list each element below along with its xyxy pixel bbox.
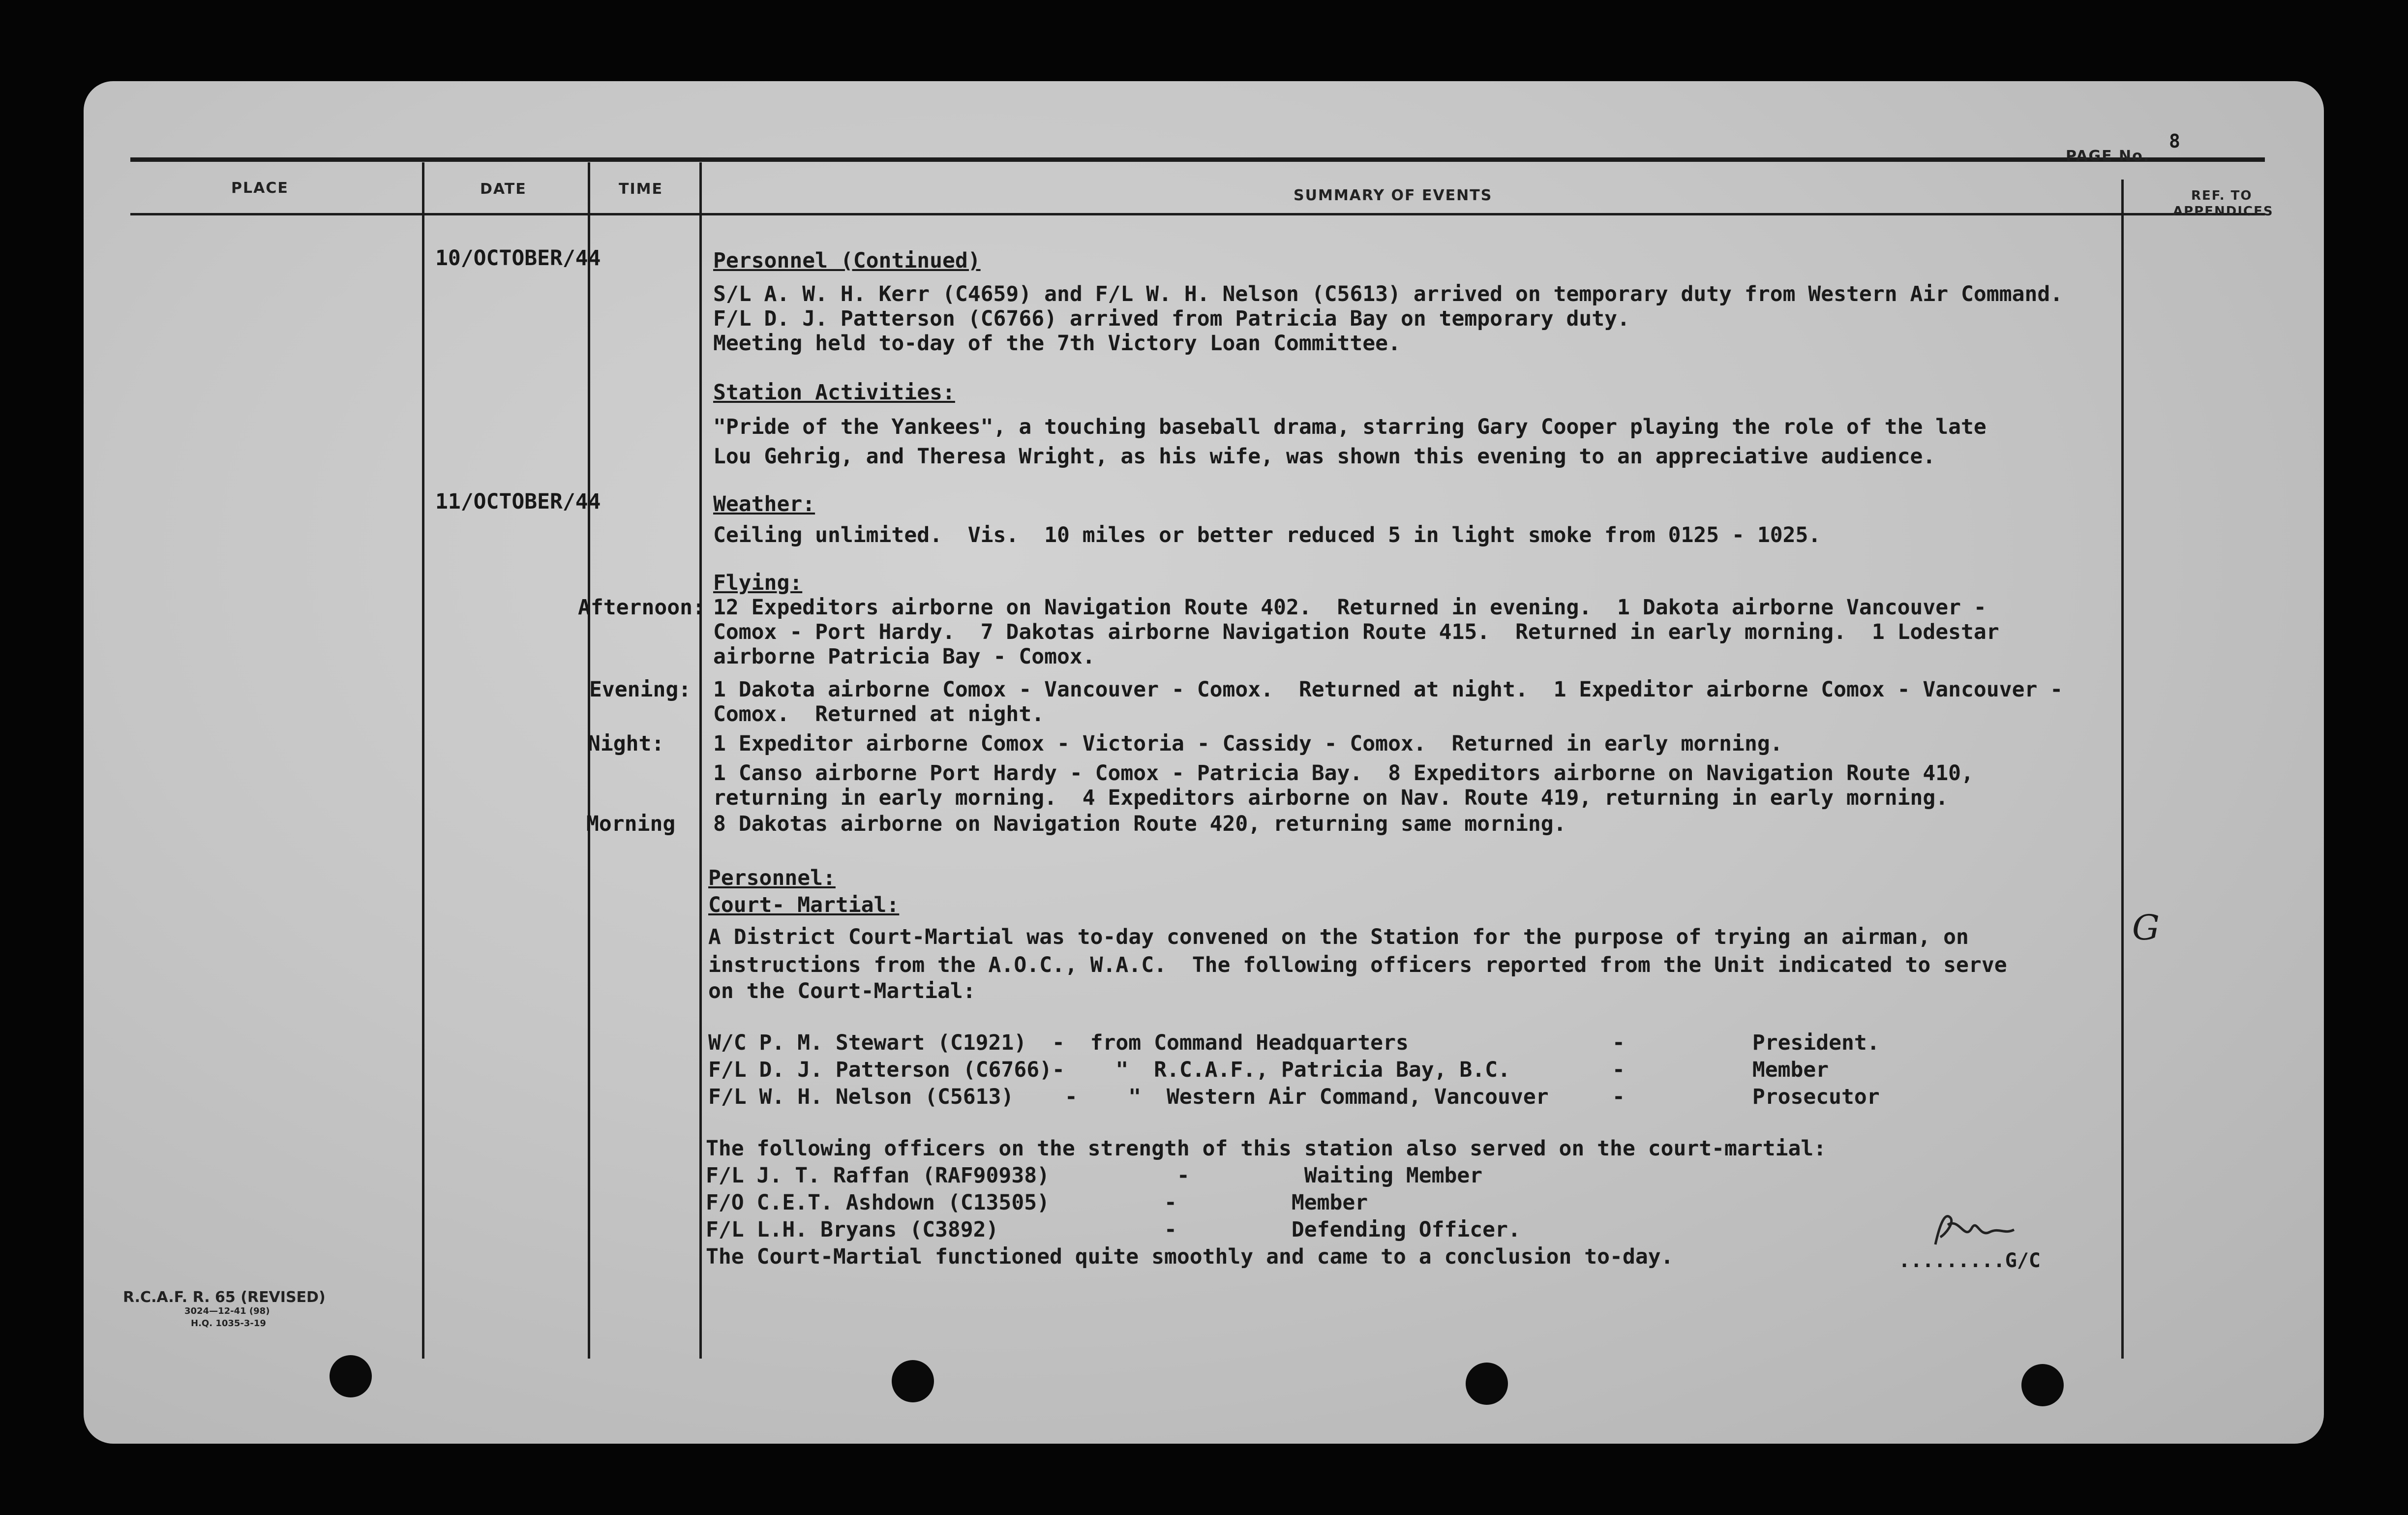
summary-line: airborne Patricia Bay - Comox. — [713, 644, 1095, 669]
col-header-place: PLACE — [231, 180, 289, 197]
section-heading: Station Activities: — [713, 380, 955, 405]
summary-line: on the Court-Martial: — [708, 979, 976, 1003]
summary-line: returning in early morning. 4 Expeditors airborne on Nav. Route 419, returning in early morning. — [713, 786, 1949, 810]
header-bottom-rule — [130, 213, 2265, 215]
summary-line: "Pride of the Yankees", a touching baseball drama, starring Gary Cooper playing the role of the late — [713, 415, 1987, 439]
summary-line: 1 Expeditor airborne Comox - Victoria - Cassidy - Comox. Returned in early morning. — [713, 731, 1783, 756]
section-heading: Personnel: — [708, 866, 836, 890]
margin-handwritten-mark: G — [2132, 908, 2160, 948]
summary-line: The following officers on the strength of this station also served on the court-martial: — [706, 1136, 1827, 1161]
section-heading: Court- Martial: — [708, 893, 900, 917]
col-header-time: TIME — [619, 181, 663, 198]
time-entry: Morning — [586, 812, 676, 836]
summary-line: Ceiling unlimited. Vis. 10 miles or better reduced 5 in light smoke from 0125 - 1025. — [713, 523, 1821, 547]
signature-line: .........G/C — [1898, 1249, 2041, 1272]
col-header-ref: REF. TO — [2191, 188, 2253, 203]
summary-line: instructions from the A.O.C., W.A.C. The following officers reported from the Unit indicated to serve — [708, 953, 2007, 977]
form-hq-code: H.Q. 1035-3-19 — [191, 1318, 266, 1329]
officer-row: F/L J. T. Raffan (RAF90938) - Waiting Member — [706, 1163, 1483, 1188]
punch-hole — [2021, 1364, 2064, 1406]
col-rule-place — [422, 162, 424, 1359]
punch-hole — [892, 1360, 934, 1402]
summary-line: S/L A. W. H. Kerr (C4659) and F/L W. H. Nelson (C5613) arrived on temporary duty from Western Air Command. — [713, 282, 2063, 306]
diary-form-card — [84, 81, 2324, 1444]
summary-line: Meeting held to-day of the 7th Victory Loan Committee. — [713, 331, 1401, 356]
date-entry: 11/OCTOBER/44 — [435, 489, 601, 514]
page-no-value: 8 — [2169, 130, 2180, 152]
section-heading: Personnel (Continued) — [713, 248, 981, 273]
officer-row: W/C P. M. Stewart (C1921) - from Command Headquarters - President. — [708, 1030, 1880, 1055]
summary-line: F/L D. J. Patterson (C6766) arrived from Patricia Bay on temporary duty. — [713, 306, 1630, 331]
officer-row: F/O C.E.T. Ashdown (C13505) - Member — [706, 1190, 1368, 1215]
time-entry: Evening: — [589, 677, 692, 702]
page-no-label: PAGE No. — [2066, 148, 2150, 165]
officer-row: F/L W. H. Nelson (C5613) - " Western Air Command, Vancouver - Prosecutor — [708, 1085, 1880, 1109]
top-rule — [130, 157, 2265, 162]
summary-line: Comox. Returned at night. — [713, 702, 1045, 727]
form-print-code: 3024—12-41 (98) — [184, 1306, 270, 1316]
officer-row: F/L D. J. Patterson (C6766)- " R.C.A.F., Patricia Bay, B.C. - Member — [708, 1058, 1829, 1082]
col-header-appendices: APPENDICES — [2173, 204, 2274, 219]
summary-line: The Court-Martial functioned quite smoothly and came to a conclusion to-day. — [706, 1244, 1674, 1269]
page-no-underline — [2174, 157, 2262, 159]
time-entry: Night: — [588, 731, 664, 756]
col-rule-date — [588, 162, 590, 1359]
summary-line: 1 Canso airborne Port Hardy - Comox - Patricia Bay. 8 Expeditors airborne on Navigation Route 410, — [713, 761, 1974, 786]
summary-line: A District Court-Martial was to-day convened on the Station for the purpose of trying an airman, on — [708, 925, 1969, 949]
handwritten-initials-icon — [1930, 1208, 2019, 1252]
col-header-summary: SUMMARY OF EVENTS — [1294, 187, 1493, 204]
col-rule-time — [699, 162, 702, 1359]
summary-line: 1 Dakota airborne Comox - Vancouver - Comox. Returned at night. 1 Expeditor airborne Comox - Vancouver - — [713, 677, 2063, 702]
summary-line: 8 Dakotas airborne on Navigation Route 420, returning same morning. — [713, 812, 1566, 836]
summary-line: 12 Expeditors airborne on Navigation Route 402. Returned in evening. 1 Dakota airborne Vancouver - — [713, 595, 1987, 620]
date-entry: 10/OCTOBER/44 — [435, 246, 601, 271]
section-heading: Flying: — [713, 571, 803, 595]
form-id: R.C.A.F. R. 65 (REVISED) — [123, 1289, 326, 1306]
summary-line: Comox - Port Hardy. 7 Dakotas airborne Navigation Route 415. Returned in early morning. 1 Lodestar — [713, 620, 1999, 644]
punch-hole — [1466, 1363, 1508, 1405]
punch-hole — [330, 1355, 372, 1397]
section-heading: Weather: — [713, 492, 815, 516]
col-header-date: DATE — [480, 181, 527, 198]
officer-row: F/L L.H. Bryans (C3892) - Defending Officer. — [706, 1217, 1521, 1242]
time-entry: Afternoon: — [578, 595, 705, 620]
col-rule-summary — [2121, 180, 2124, 1359]
summary-line: Lou Gehrig, and Theresa Wright, as his wife, was shown this evening to an appreciative audience. — [713, 444, 1936, 469]
